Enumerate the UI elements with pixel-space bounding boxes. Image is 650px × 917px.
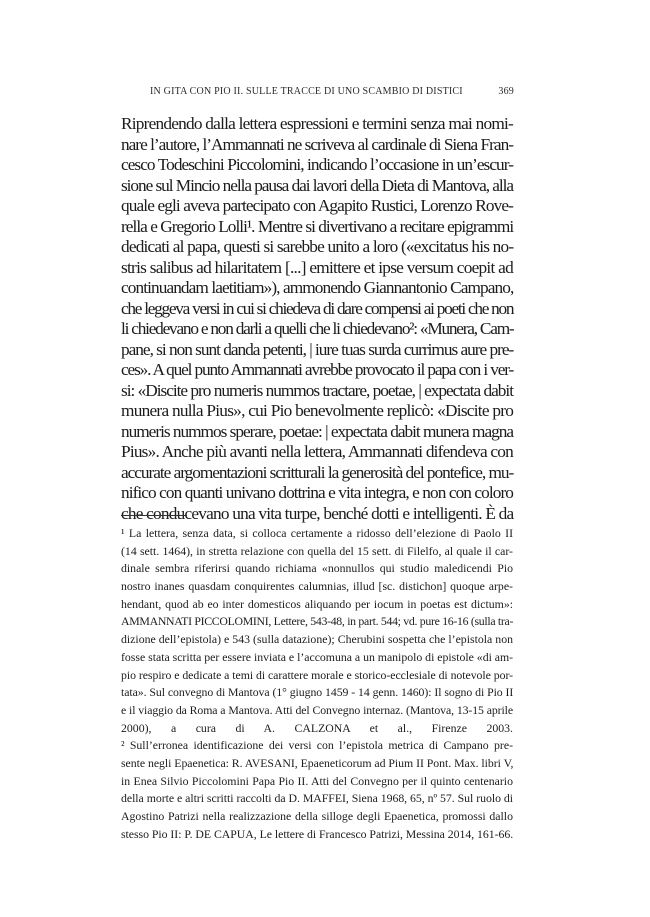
text-line: si: «Discite pro numeris nummos tractare, poetae, | expectata dabit xyxy=(121,380,513,400)
text-line: cesco Todeschini Piccolomini, indicando l’occasione in un’escur- xyxy=(121,155,513,174)
text-line: nare l’autore, l’Ammannati ne scriveva al cardinale di Siena Fran- xyxy=(121,134,513,154)
footnote-line: della morte e altri scritti raccolti da D. MAFFEI, Siena 1968, 65, nº 57. Sul ruolo di xyxy=(121,791,513,806)
footnote-line: fosse stata scritta per essere inviata e l’accomuna a un manipolo di epistole «di am- xyxy=(121,649,514,664)
footnote-line: ² Sull’erronea identificazione dei versi con l’epistola metrica di Campano pre- xyxy=(121,738,513,753)
footnote-line: 2000), a cura di A. CALZONA et al., Firenze 2003. xyxy=(121,720,513,735)
footnote-line: tata». Sul convegno di Mantova (1° giugno 1459 - 14 genn. 1460): Il sogno di Pio II xyxy=(121,685,514,700)
footnote-line: Agostino Patrizi nella realizzazione della silloge degli Epaenetica, promossi dallo xyxy=(121,809,513,823)
text-line: Riprendendo dalla lettera espressioni e termini senza mai nomi- xyxy=(121,114,513,133)
text-line: quale egli aveva partecipato con Agapito Rustici, Lorenzo Rove- xyxy=(121,196,513,215)
text-line: stris salibus ad hilaritatem [...] emittere et ipse versum coepit ad xyxy=(121,257,513,277)
text-line: Pius». Anche più avanti nella lettera, Ammannati difendeva con xyxy=(121,442,513,461)
text-line: dedicati al papa, questi si sarebbe unito a loro («excitatus his no- xyxy=(121,237,514,256)
footnote-line: e il viaggio da Roma a Mantova. Atti del Convegno internaz. (Mantova, 13-15 aprile xyxy=(121,702,513,717)
text-line: nifico con quanti univano dottrina e vita integra, e non con coloro xyxy=(121,483,513,502)
text-line: numeris nummos sperare, poetae: | expectata dabit munera magna xyxy=(121,421,513,441)
running-title: IN GITA CON PIO II. SULLE TRACCE DI UNO SCAMBIO DI DISTICI xyxy=(150,86,463,97)
footnote-line: dinale sembra riferirsi quando richiama «nonnullos qui studio maledicendi Pio xyxy=(121,561,513,576)
footnote-line: nostro inanes quasdam conquirentes calumnias, illud [sc. distichon] quoque arpe- xyxy=(121,579,513,594)
footnote-line: hendant, quod ab eo inter domesticos aliquando per iocum in poetas est dictum»: xyxy=(121,596,513,611)
text-line: accurate argomentazioni scritturali la generosità del pontefice, mu- xyxy=(121,462,514,482)
footnote-line: stesso Pio II: P. DE CAPUA, Le lettere di Francesco Patrizi, Messina 2014, 161-66. xyxy=(121,826,514,841)
page-number: 369 xyxy=(498,86,514,97)
footnote-line: sente negli Epaenetica: R. AVESANI, Epaeneticorum ad Pium II Pont. Max. libri V, xyxy=(121,755,514,770)
footnote-line: pio respiro e dedicate a temi di carattere morale e storico-ecclesiale di notevole por- xyxy=(121,667,513,682)
footnote-line: ¹ La lettera, senza data, si colloca certamente a ridosso dell’elezione di Paolo II xyxy=(121,526,513,540)
text-line: che conducevano una vita turpe, benché dotti e intelligenti. È da xyxy=(121,503,514,523)
text-line: li chiedevano e non darli a quelli che li chiedevano²: «Munera, Cam- xyxy=(121,319,514,338)
footnote-line: dizione dell’epistola) e 543 (sulla datazione); Cherubini sospetta che l’epistola non xyxy=(121,632,513,647)
footnote-line: (14 sett. 1464), in stretta relazione con quella del 15 sett. di Filelfo, al quale il car- xyxy=(121,543,513,558)
text-line: che leggeva versi in cui si chiedeva di dare compensi ai poeti che non xyxy=(121,298,514,318)
footnote-line: AMMANNATI PICCOLOMINI, Lettere, 543-48, in part. 544; vd. pure 16-16 (sulla tra- xyxy=(121,614,514,629)
footnotes xyxy=(121,525,513,843)
text-line: ces». A quel punto Ammannati avrebbe provocato il papa con i ver- xyxy=(121,360,514,379)
footnote-line: in Enea Silvio Piccolomini Papa Pio II. Atti del Convegno per il quinto centenario xyxy=(121,773,513,788)
text-line: sione sul Mincio nella pausa dai lavori della Dieta di Mantova, alla xyxy=(121,175,513,195)
text-line: rella e Gregorio Lolli¹. Mentre si divertivano a recitare epigrammi xyxy=(121,216,514,236)
footnote-separator xyxy=(121,515,187,516)
text-line: pane, si non sunt danda petenti, | iure tuas surda currimus aure pre- xyxy=(121,339,514,359)
main-text xyxy=(121,114,513,524)
text-line: munera nulla Pius», cui Pio benevolmente replicò: «Discite pro xyxy=(121,401,514,420)
text-line: continuandam laetitiam»), ammonendo Giannantonio Campano, xyxy=(121,278,514,297)
